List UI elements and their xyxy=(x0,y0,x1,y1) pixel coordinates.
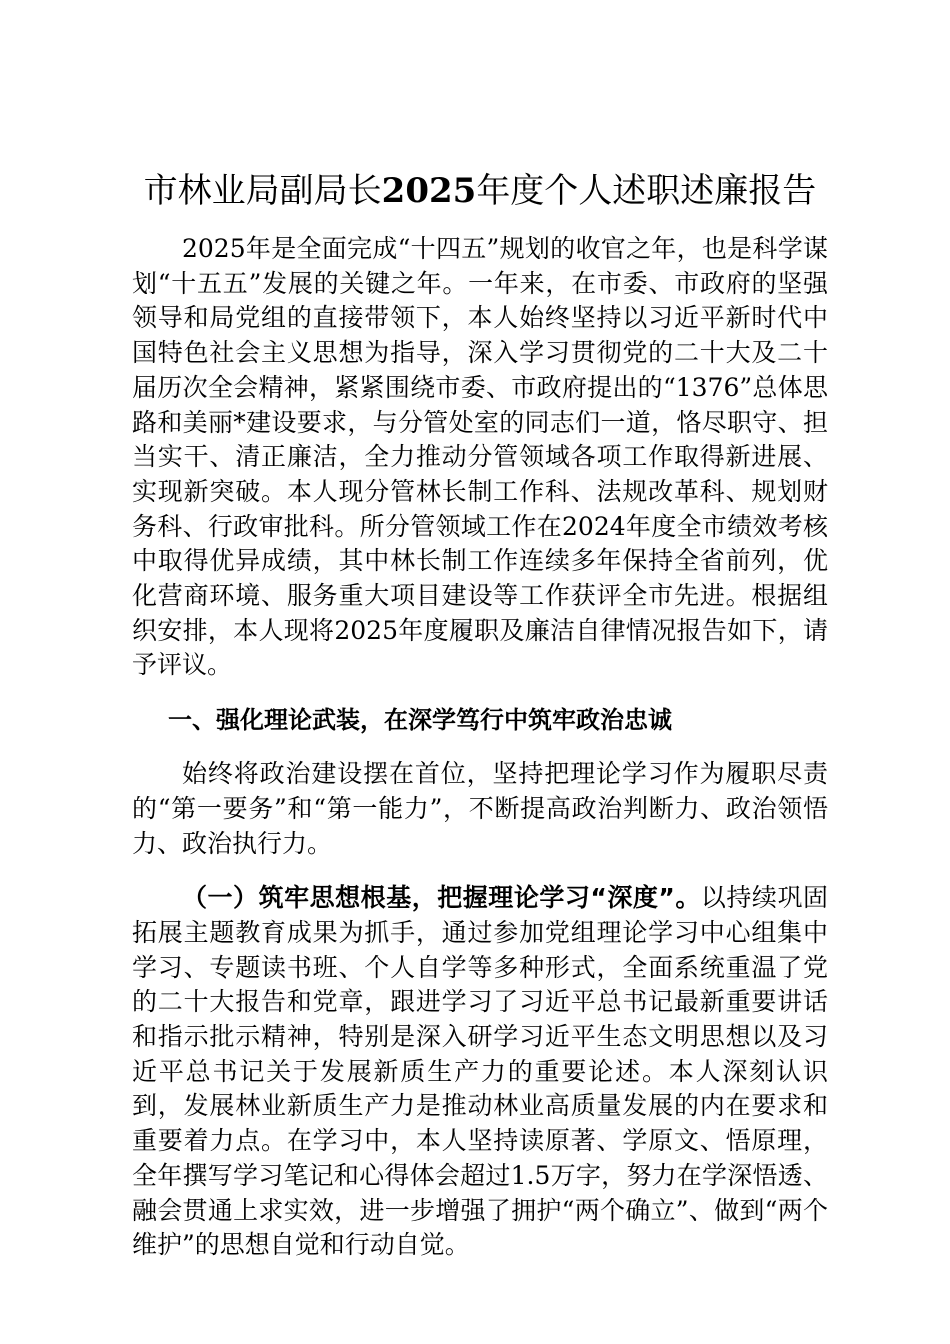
subsection-1-lead: （一）筑牢思想根基，把握理论学习“深度”。 xyxy=(182,883,701,913)
intro-paragraph: 2025年是全面完成“十四五”规划的收官之年，也是科学谋划“十五五”发展的关键之年。一年来，在市委、市政府的坚强领导和局党组的直接带领下，本人始终坚持以习近平新时代中国特色社会主义思想为指导，深入学习贯彻党的二十大及二十届历次全会精神，紧紧围绕市委、市政府提出的“1376”总体思路和美丽*建设要求，与分管处室的同志们一道，恪尽职守、担当实干、清正廉洁，全力推动分管领域各项工作取得新进展、实现新突破。本人现分管林长制工作科、法规改革科、规划财务科、行政审批科。所分管领域工作在2024年度全市绩效考核中取得优异成绩，其中林长制工作连续多年保持全省前列，优化营商环境、服务重大项目建设等工作获评全市先进。根据组织安排，本人现将2025年度履职及廉洁自律情况报告如下，请予评议。 xyxy=(132,234,828,680)
subsection-1-body: 以持续巩固拓展主题教育成果为抓手，通过参加党组理论学习中心组集中学习、专题读书班、个人自学等多种形式，全面系统重温了党的二十大报告和党章，跟进学习了习近平总书记最新重要讲话和指示批示精神，特别是深入研学习近平生态文明思想以及习近平总书记关于发展新质生产力的重要论述。本人深刻认识到，发展林业新质生产力是推动林业高质量发展的内在要求和重要着力点。在学习中，本人坚持读原著、学原文、悟原理，全年撰写学习笔记和心得体会超过1.5万字，努力在学深悟透、融会贯通上求实效，进一步增强了拥护“两个确立”、做到“两个维护”的思想自觉和行动自觉。 xyxy=(132,883,828,1260)
subsection-1-paragraph xyxy=(132,881,828,1263)
title-prefix: 市林业局副局长 xyxy=(143,171,382,211)
document-page xyxy=(132,168,828,1263)
document-title xyxy=(132,168,828,214)
section-1-intro-paragraph: 始终将政治建设摆在首位，坚持把理论学习作为履职尽责的“第一要务”和“第一能力”，不断提高政治判断力、政治领悟力、政治执行力。 xyxy=(132,759,828,858)
section-1-heading: 一、强化理论武装，在深学笃行中筑牢政治忠诚 xyxy=(168,706,672,735)
title-suffix: 年度个人述职述廉报告 xyxy=(476,171,817,211)
title-year: 2025 xyxy=(381,171,477,211)
